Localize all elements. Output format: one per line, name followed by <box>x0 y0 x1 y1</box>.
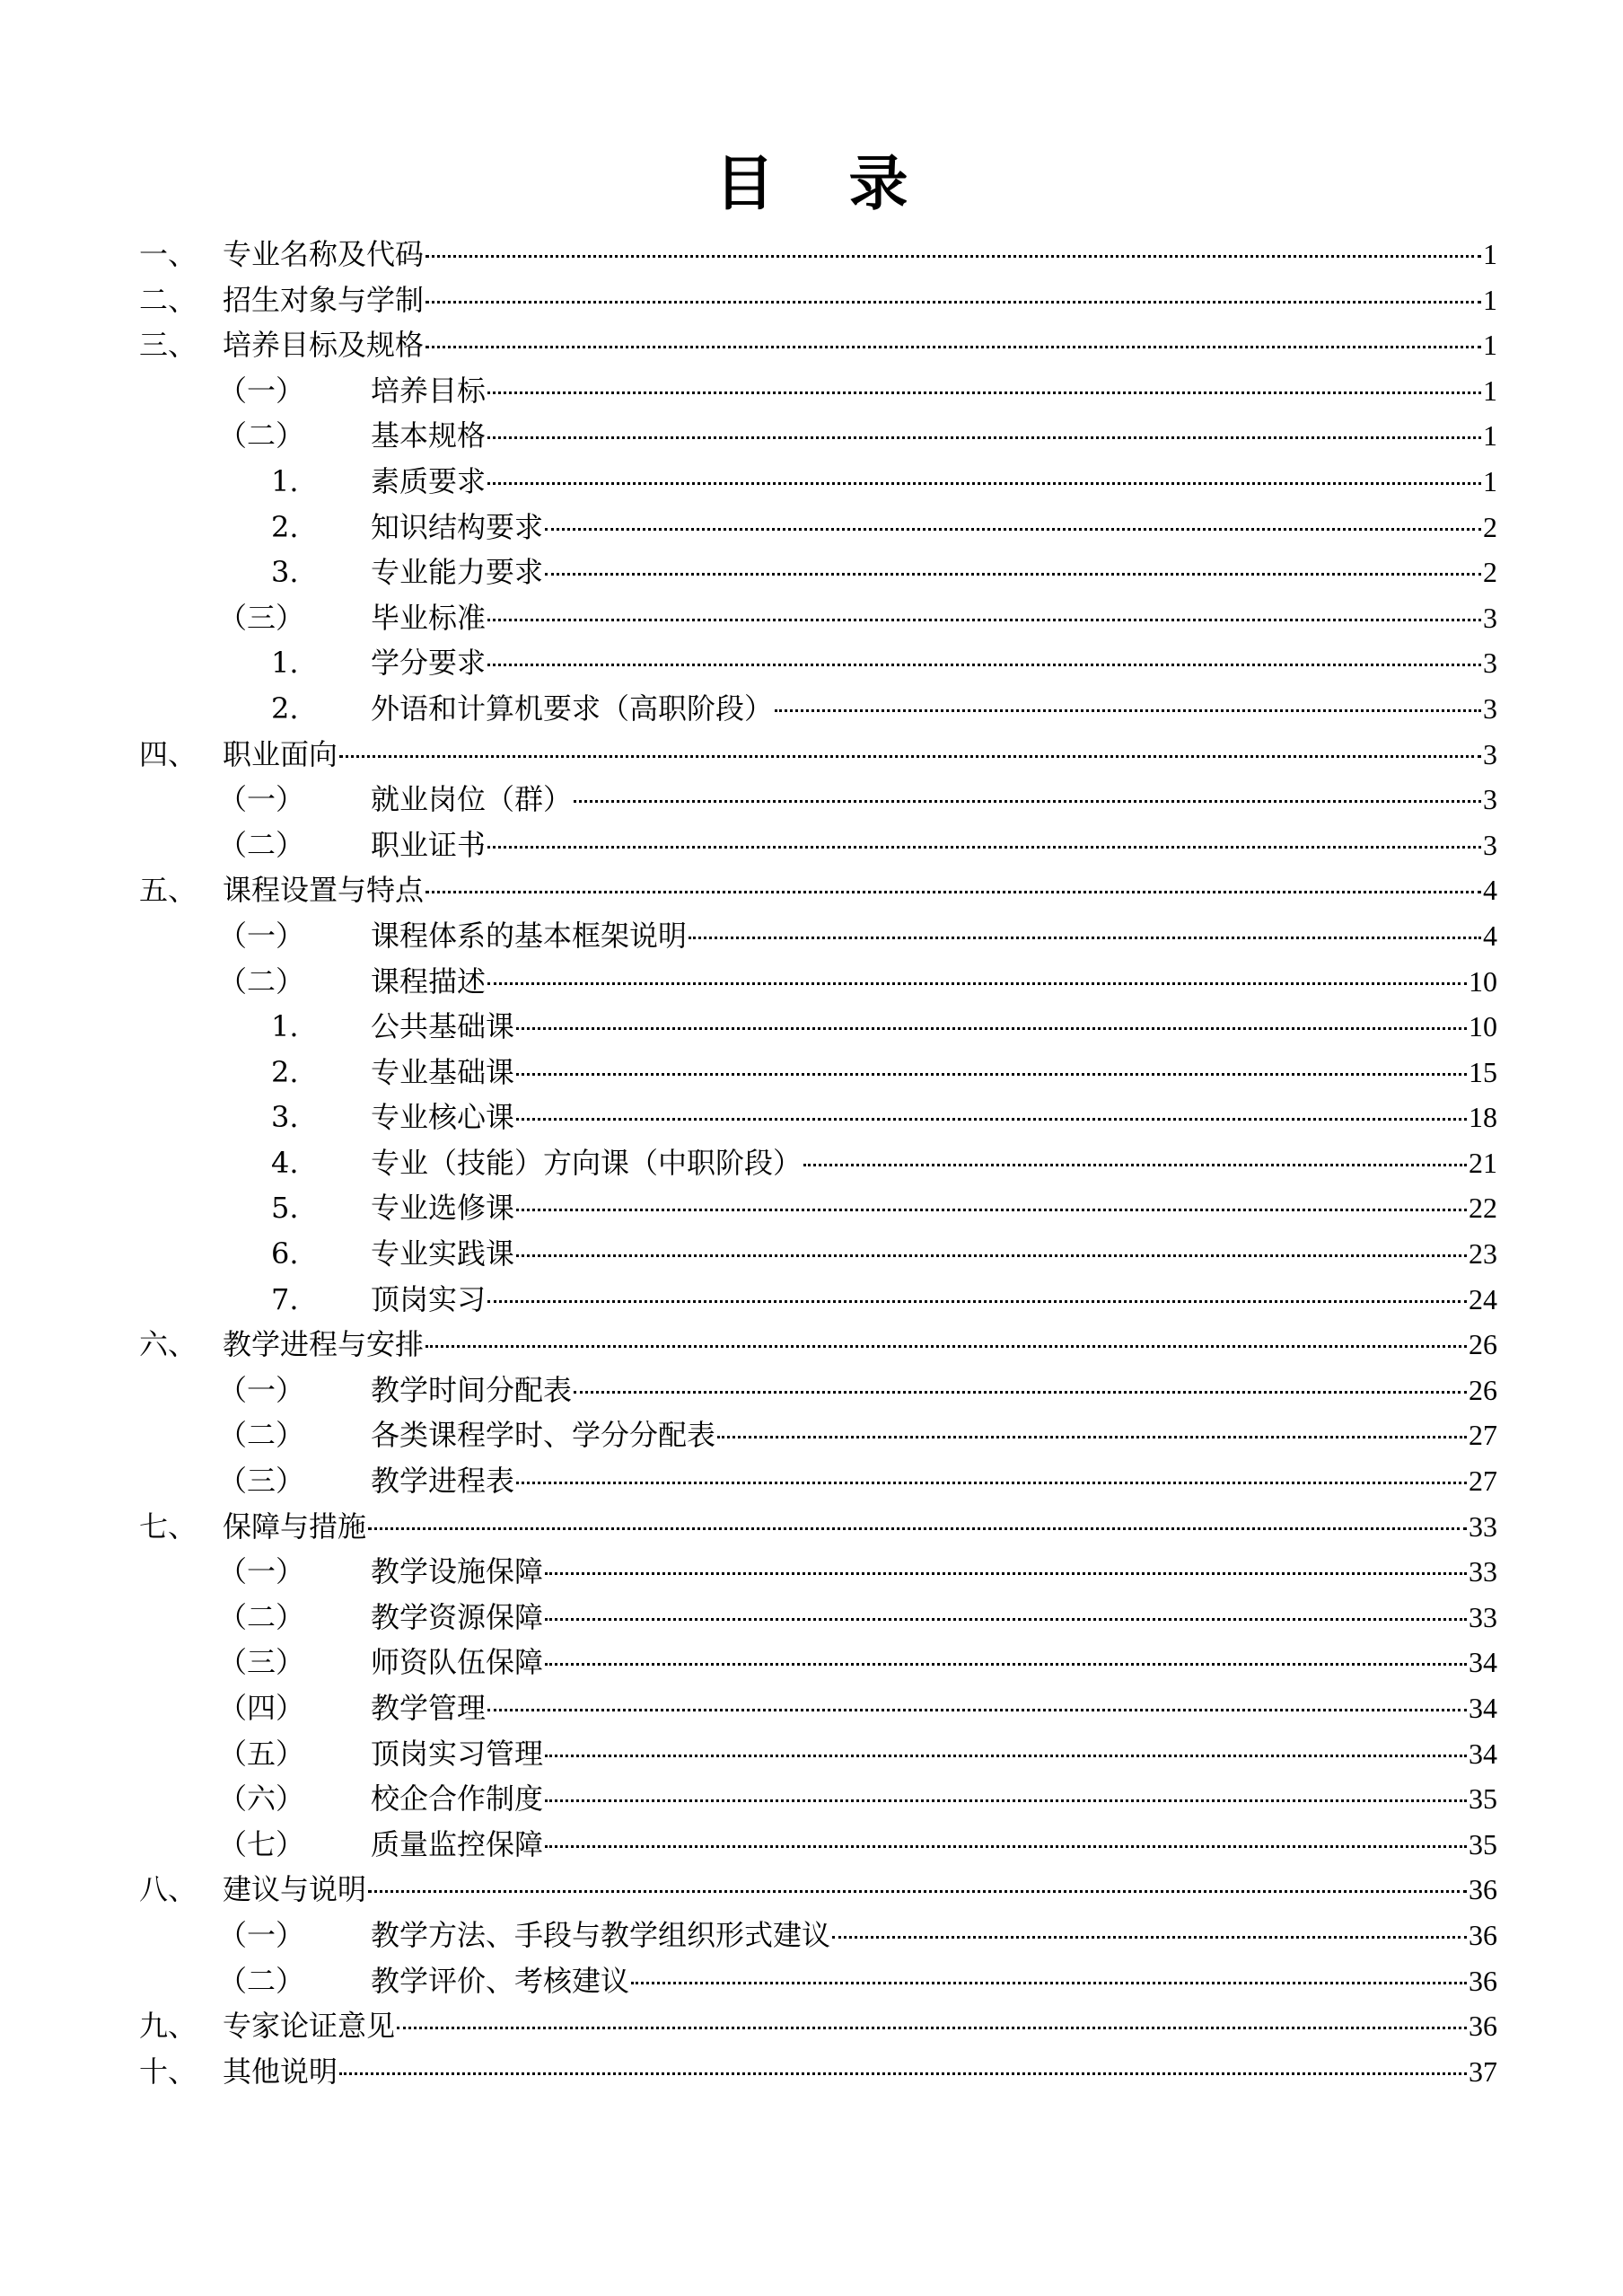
toc-entry[interactable] <box>0 1231 1623 1277</box>
toc-entry[interactable] <box>0 1867 1623 1913</box>
toc-entry[interactable] <box>0 2049 1623 2095</box>
toc-entry-number: （一） <box>218 918 305 953</box>
toc-entry-page-number[interactable]: 1 <box>1483 283 1497 316</box>
toc-entry[interactable] <box>0 1412 1623 1458</box>
toc-entry-page-number[interactable]: 35 <box>1469 1827 1497 1861</box>
toc-entry-page-number[interactable]: 21 <box>1469 1146 1497 1179</box>
toc-entry-number: （一） <box>218 1554 305 1589</box>
toc-entry-line <box>223 732 1497 777</box>
toc-entry[interactable] <box>0 1822 1623 1868</box>
dot-leader <box>339 2072 1467 2075</box>
toc-entry-number: 三、 <box>139 328 197 363</box>
toc-entry[interactable] <box>0 1277 1623 1323</box>
toc-entry-page-number[interactable]: 36 <box>1469 1918 1497 1951</box>
toc-entry-label[interactable]: 课程设置与特点 <box>223 873 425 908</box>
dot-leader <box>574 800 1481 803</box>
toc-entry-page-number[interactable]: 1 <box>1483 464 1497 497</box>
toc-entry-number: 6. <box>271 1236 299 1271</box>
toc-entry-page-number[interactable]: 2 <box>1483 510 1497 543</box>
toc-entry[interactable] <box>0 732 1623 778</box>
toc-entry-label[interactable]: 职业面向 <box>223 736 338 771</box>
dot-leader <box>487 982 1467 985</box>
toc-entry-page-number[interactable]: 36 <box>1469 1964 1497 1997</box>
toc-entry-label[interactable]: 学分要求 <box>371 646 487 681</box>
dot-leader <box>487 1300 1467 1303</box>
toc-list <box>0 232 1623 2094</box>
toc-entry-line <box>223 2049 1497 2094</box>
toc-entry-number: （二） <box>218 418 305 453</box>
toc-entry[interactable] <box>0 1185 1623 1231</box>
toc-entry-label[interactable]: 专业基础课 <box>371 1054 515 1089</box>
toc-entry-line <box>371 1913 1497 1957</box>
toc-entry-page-number[interactable]: 10 <box>1469 1010 1497 1043</box>
toc-entry-label[interactable]: 基本规格 <box>371 418 487 453</box>
toc-entry-number: 4. <box>271 1145 299 1180</box>
toc-entry-line <box>371 459 1497 504</box>
toc-entry[interactable] <box>0 777 1623 823</box>
toc-entry-number: （二） <box>218 1418 305 1453</box>
toc-entry-page-number[interactable]: 27 <box>1469 1465 1497 1498</box>
toc-entry-page-number[interactable]: 10 <box>1469 964 1497 998</box>
toc-entry[interactable] <box>0 1504 1623 1550</box>
dot-leader <box>487 619 1481 621</box>
toc-entry-label[interactable]: 知识结构要求 <box>371 509 544 544</box>
dot-leader <box>425 1345 1467 1348</box>
toc-entry-line <box>371 413 1497 458</box>
toc-entry-line <box>371 595 1497 640</box>
toc-entry-page-number[interactable]: 24 <box>1469 1282 1497 1315</box>
toc-entry[interactable] <box>0 459 1623 505</box>
toc-entry-page-number[interactable]: 33 <box>1469 1509 1497 1543</box>
toc-entry-label[interactable]: 教学进程表 <box>371 1464 515 1499</box>
toc-entry-number: （四） <box>218 1691 305 1725</box>
dot-leader <box>545 573 1481 576</box>
dot-leader <box>487 482 1481 485</box>
toc-entry-label[interactable]: 毕业标准 <box>371 600 487 635</box>
dot-leader <box>574 1391 1467 1394</box>
toc-entry-page-number[interactable]: 15 <box>1469 1055 1497 1088</box>
toc-entry-line <box>371 640 1497 685</box>
dot-leader <box>425 891 1481 893</box>
toc-entry[interactable] <box>0 1685 1623 1731</box>
toc-entry-label[interactable]: 招生对象与学制 <box>223 282 425 317</box>
toc-entry-line <box>223 232 1497 277</box>
toc-entry-number: （一） <box>218 782 305 817</box>
toc-entry-label[interactable]: 教学设施保障 <box>371 1554 544 1589</box>
toc-entry-page-number[interactable]: 1 <box>1483 419 1497 453</box>
dot-leader <box>339 755 1481 758</box>
toc-entry-page-number[interactable]: 3 <box>1483 691 1497 725</box>
toc-entry-page-number[interactable]: 33 <box>1469 1555 1497 1588</box>
toc-entry-line <box>223 2003 1497 2048</box>
dot-leader <box>425 255 1481 258</box>
toc-entry[interactable] <box>0 823 1623 868</box>
toc-entry-label[interactable]: 质量监控保障 <box>371 1826 544 1861</box>
toc-entry-line <box>371 1595 1497 1640</box>
toc-entry-number: 七、 <box>139 1509 197 1544</box>
toc-entry-label[interactable]: 专家论证意见 <box>223 2009 396 2044</box>
dot-leader <box>775 709 1481 712</box>
toc-entry-number: 2. <box>271 691 299 726</box>
toc-entry-line <box>371 823 1497 867</box>
toc-entry-number: （二） <box>218 827 305 862</box>
toc-entry-page-number[interactable]: 2 <box>1483 556 1497 589</box>
toc-entry-number: 二、 <box>139 282 197 317</box>
dot-leader <box>545 1572 1467 1575</box>
dot-leader <box>631 1982 1467 1984</box>
toc-entry-page-number[interactable]: 3 <box>1483 783 1497 816</box>
dot-leader <box>516 1209 1467 1211</box>
toc-entry-label[interactable]: 培养目标 <box>371 373 487 408</box>
toc-entry-line <box>371 1731 1497 1776</box>
toc-entry-line <box>371 1549 1497 1594</box>
toc-entry-label[interactable]: 其他说明 <box>223 2054 338 2089</box>
dot-leader <box>545 1755 1467 1757</box>
toc-entry-label[interactable]: 专业名称及代码 <box>223 237 425 271</box>
toc-entry-page-number[interactable]: 18 <box>1469 1101 1497 1134</box>
toc-entry-line <box>371 1004 1497 1049</box>
toc-entry-line <box>371 1277 1497 1322</box>
toc-entry-label[interactable]: 外语和计算机要求（高职阶段） <box>371 691 774 726</box>
toc-entry-page-number[interactable]: 23 <box>1469 1237 1497 1271</box>
dot-leader <box>516 1482 1467 1484</box>
toc-entry-line <box>371 505 1497 550</box>
toc-entry[interactable] <box>0 322 1623 368</box>
toc-entry-page-number[interactable]: 1 <box>1483 374 1497 407</box>
toc-entry[interactable] <box>0 1368 1623 1413</box>
toc-entry-number: （五） <box>218 1736 305 1771</box>
toc-entry[interactable] <box>0 1958 1623 2004</box>
toc-entry-line <box>371 1458 1497 1503</box>
toc-entry-page-number[interactable]: 27 <box>1469 1419 1497 1452</box>
toc-entry-line <box>223 277 1497 322</box>
toc-entry-label[interactable]: 专业能力要求 <box>371 555 544 590</box>
toc-entry[interactable] <box>0 1458 1623 1504</box>
toc-entry-label[interactable]: 公共基础课 <box>371 1009 515 1044</box>
toc-entry-line <box>223 1504 1497 1549</box>
toc-entry-page-number[interactable]: 37 <box>1469 2054 1497 2088</box>
toc-entry-label[interactable]: 就业岗位（群） <box>371 782 573 817</box>
toc-entry-label[interactable]: 师资队伍保障 <box>371 1645 544 1680</box>
toc-entry-label[interactable]: 教学管理 <box>371 1691 487 1725</box>
toc-entry-label[interactable]: 顶岗实习 <box>371 1281 487 1316</box>
toc-entry-number: （三） <box>218 1464 305 1499</box>
toc-entry-line <box>371 1231 1497 1276</box>
toc-entry-number: 3. <box>271 1100 299 1135</box>
toc-entry-number: 1. <box>271 1009 299 1044</box>
toc-entry-line <box>371 1095 1497 1139</box>
toc-entry[interactable] <box>0 1140 1623 1186</box>
toc-entry-number: （一） <box>218 373 305 408</box>
toc-entry[interactable] <box>0 1004 1623 1050</box>
toc-entry-number: （三） <box>218 1645 305 1680</box>
toc-entry-number: 八、 <box>139 1872 197 1907</box>
dot-leader <box>516 1254 1467 1257</box>
toc-entry-line <box>371 686 1497 731</box>
toc-entry[interactable] <box>0 686 1623 732</box>
toc-entry-number: 1. <box>271 646 299 681</box>
dot-leader <box>487 391 1481 394</box>
toc-entry-page-number[interactable]: 26 <box>1469 1373 1497 1406</box>
toc-entry[interactable] <box>0 1595 1623 1641</box>
toc-entry[interactable] <box>0 1913 1623 1958</box>
toc-entry-number: 1. <box>271 463 299 498</box>
toc-entry-label[interactable]: 专业核心课 <box>371 1100 515 1135</box>
toc-entry-number: （二） <box>218 1599 305 1634</box>
toc-entry[interactable] <box>0 1322 1623 1368</box>
dot-leader <box>832 1936 1467 1939</box>
toc-entry-label[interactable]: 教学评价、考核建议 <box>371 1963 630 1998</box>
toc-entry[interactable] <box>0 867 1623 913</box>
toc-entry-line <box>223 1867 1497 1912</box>
dot-leader <box>545 1799 1467 1802</box>
toc-entry-number: （六） <box>218 1781 305 1817</box>
dot-leader <box>487 846 1481 849</box>
toc-entry-page-number[interactable]: 3 <box>1483 647 1497 680</box>
toc-entry-line <box>371 1822 1497 1867</box>
dot-leader <box>516 1118 1467 1121</box>
toc-entry-label[interactable]: 课程体系的基本框架说明 <box>371 918 688 953</box>
toc-entry-label[interactable]: 素质要求 <box>371 463 487 498</box>
dot-leader <box>803 1164 1467 1166</box>
toc-entry[interactable] <box>0 505 1623 550</box>
toc-entry[interactable] <box>0 550 1623 595</box>
toc-entry-number: 2. <box>271 1054 299 1089</box>
toc-entry-page-number[interactable]: 35 <box>1469 1782 1497 1816</box>
toc-entry-line <box>371 368 1497 413</box>
dot-leader <box>368 1890 1467 1893</box>
toc-entry-number: 九、 <box>139 2009 197 2044</box>
toc-entry-number: （七） <box>218 1826 305 1861</box>
toc-entry-label[interactable]: 各类课程学时、学分分配表 <box>371 1418 716 1453</box>
toc-entry-label[interactable]: 顶岗实习管理 <box>371 1736 544 1771</box>
toc-entry-page-number[interactable]: 26 <box>1469 1328 1497 1361</box>
dot-leader <box>397 2027 1467 2029</box>
toc-entry[interactable] <box>0 413 1623 459</box>
toc-entry-label[interactable]: 教学资源保障 <box>371 1599 544 1634</box>
toc-entry-line <box>371 1185 1497 1230</box>
toc-entry-number: 3. <box>271 555 299 590</box>
toc-entry-line <box>371 1140 1497 1185</box>
toc-entry-page-number[interactable]: 36 <box>1469 1873 1497 1906</box>
toc-entry[interactable] <box>0 232 1623 277</box>
toc-entry[interactable] <box>0 277 1623 323</box>
dot-leader <box>689 937 1481 939</box>
toc-entry-line <box>371 959 1497 1004</box>
toc-entry[interactable] <box>0 595 1623 641</box>
dot-leader <box>425 346 1481 348</box>
toc-entry[interactable] <box>0 368 1623 414</box>
dot-leader <box>368 1527 1467 1530</box>
toc-entry-line <box>223 867 1497 912</box>
toc-entry-number: 5. <box>271 1191 299 1226</box>
toc-entry-label[interactable]: 职业证书 <box>371 827 487 862</box>
dot-leader <box>487 664 1481 666</box>
toc-entry-number: （一） <box>218 1917 305 1952</box>
toc-entry-number: 一、 <box>139 237 197 271</box>
dot-leader <box>545 528 1481 531</box>
toc-entry-number: 7. <box>271 1281 299 1316</box>
toc-entry-line <box>371 1368 1497 1412</box>
dot-leader <box>516 1073 1467 1076</box>
toc-entry-line <box>371 550 1497 594</box>
toc-entry-page-number[interactable]: 3 <box>1483 601 1497 634</box>
toc-entry-number: 六、 <box>139 1327 197 1362</box>
toc-entry-line <box>371 777 1497 822</box>
toc-entry-page-number[interactable]: 3 <box>1483 737 1497 770</box>
toc-entry-number: 2. <box>271 509 299 544</box>
toc-entry-label[interactable]: 教学时间分配表 <box>371 1372 573 1407</box>
toc-entry-line <box>371 1050 1497 1095</box>
dot-leader <box>516 1027 1467 1030</box>
toc-entry[interactable] <box>0 1640 1623 1685</box>
toc-entry-page-number[interactable]: 1 <box>1483 329 1497 362</box>
toc-entry-label[interactable]: 校企合作制度 <box>371 1781 544 1817</box>
toc-entry-page-number[interactable]: 34 <box>1469 1646 1497 1679</box>
toc-entry-number: （三） <box>218 600 305 635</box>
toc-entry-page-number[interactable]: 1 <box>1483 238 1497 270</box>
dot-leader <box>487 436 1481 439</box>
dot-leader <box>545 1618 1467 1621</box>
toc-entry-line <box>371 1412 1497 1457</box>
toc-entry-page-number[interactable]: 34 <box>1469 1737 1497 1770</box>
toc-entry-label[interactable]: 课程描述 <box>371 963 487 998</box>
toc-entry-page-number[interactable]: 4 <box>1483 874 1497 907</box>
toc-entry-line <box>223 1322 1497 1367</box>
toc-entry-label[interactable]: 培养目标及规格 <box>223 328 425 363</box>
toc-title: 目 录 <box>715 149 935 218</box>
toc-entry-page-number[interactable]: 33 <box>1469 1600 1497 1633</box>
toc-entry-line <box>371 1958 1497 2003</box>
toc-entry-page-number[interactable]: 3 <box>1483 828 1497 861</box>
toc-entry-line <box>371 1776 1497 1821</box>
toc-entry-number: （二） <box>218 1963 305 1998</box>
toc-entry[interactable] <box>0 2003 1623 2049</box>
toc-entry-label[interactable]: 专业选修课 <box>371 1191 515 1226</box>
toc-entry-number: （二） <box>218 963 305 998</box>
toc-entry-page-number[interactable]: 4 <box>1483 919 1497 952</box>
toc-entry-line <box>223 322 1497 367</box>
toc-entry-page-number[interactable]: 34 <box>1469 1692 1497 1724</box>
toc-entry-label[interactable]: 专业实践课 <box>371 1236 515 1271</box>
toc-entry-line <box>371 1685 1497 1730</box>
toc-entry-number: （一） <box>218 1372 305 1407</box>
toc-entry[interactable] <box>0 1095 1623 1140</box>
toc-entry[interactable] <box>0 1776 1623 1822</box>
toc-entry-label[interactable]: 专业（技能）方向课（中职阶段） <box>371 1145 803 1180</box>
toc-entry-number: 四、 <box>139 736 197 771</box>
dot-leader <box>545 1663 1467 1666</box>
toc-entry-line <box>371 913 1497 958</box>
toc-entry-label[interactable]: 保障与措施 <box>223 1509 367 1544</box>
toc-entry-line <box>371 1640 1497 1685</box>
toc-entry[interactable] <box>0 1731 1623 1777</box>
toc-entry[interactable] <box>0 1050 1623 1095</box>
toc-entry-page-number[interactable]: 22 <box>1469 1192 1497 1225</box>
dot-leader <box>545 1845 1467 1848</box>
toc-entry[interactable] <box>0 913 1623 959</box>
toc-entry-label[interactable]: 建议与说明 <box>223 1872 367 1907</box>
toc-entry[interactable] <box>0 640 1623 686</box>
toc-entry[interactable] <box>0 959 1623 1005</box>
toc-entry-label[interactable]: 教学进程与安排 <box>223 1327 425 1362</box>
dot-leader <box>425 301 1481 303</box>
dot-leader <box>717 1436 1467 1438</box>
dot-leader <box>487 1709 1467 1711</box>
toc-entry[interactable] <box>0 1549 1623 1595</box>
toc-entry-number: 五、 <box>139 873 197 908</box>
toc-entry-number: 十、 <box>139 2054 197 2089</box>
toc-entry-label[interactable]: 教学方法、手段与教学组织形式建议 <box>371 1917 831 1952</box>
toc-entry-page-number[interactable]: 36 <box>1469 2010 1497 2043</box>
